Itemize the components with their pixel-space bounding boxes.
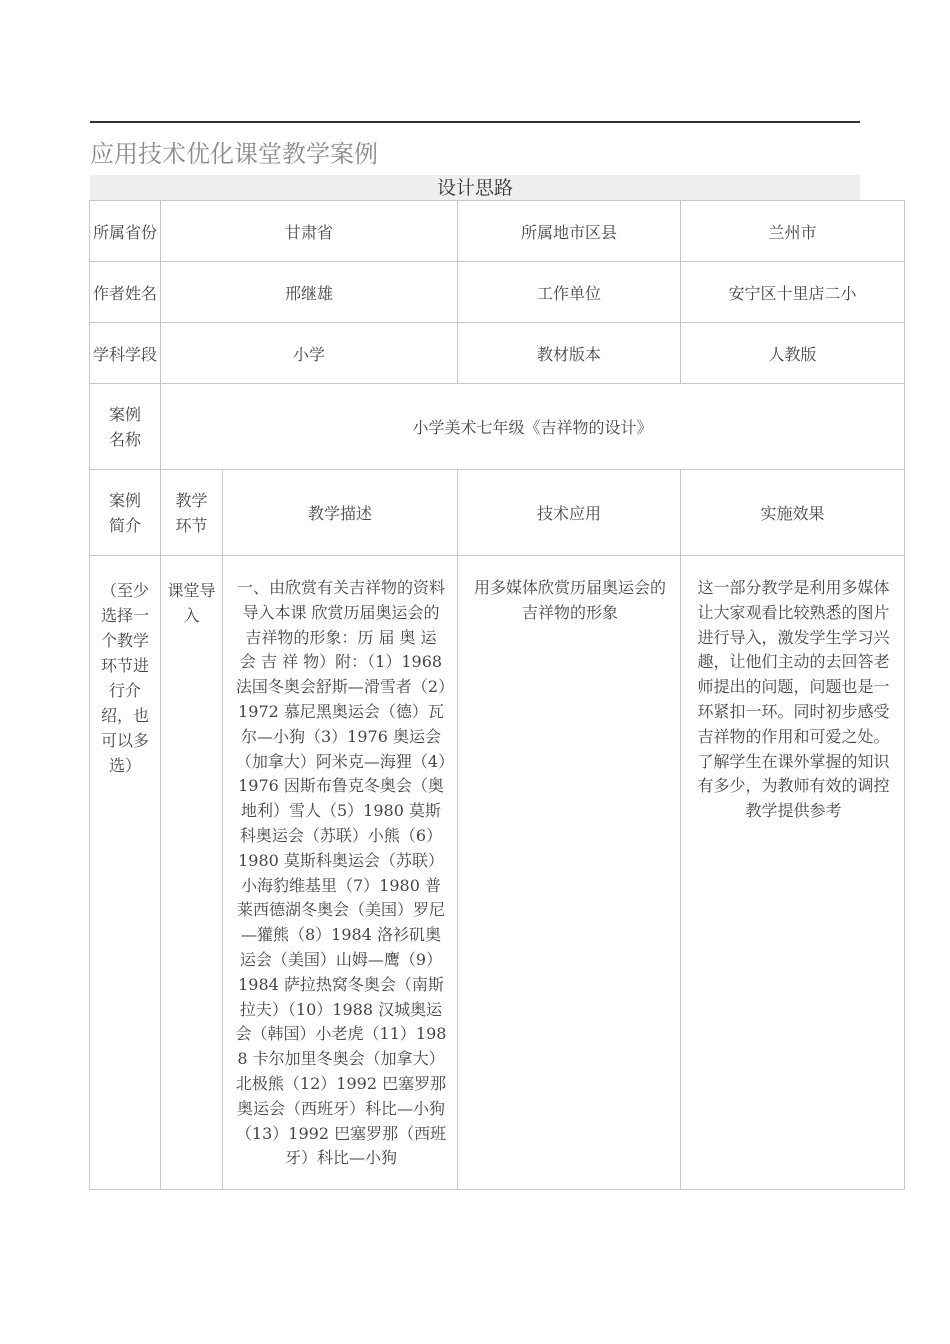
label-subject: 学科学段: [90, 323, 161, 384]
info-row-province: [90, 201, 905, 262]
col-header-phase-line1: 教学: [175, 490, 208, 510]
col-header-effect: 实施效果: [681, 470, 905, 556]
label-case-name-line2: 名称: [108, 429, 141, 449]
col-header-tech: 技术应用: [458, 470, 681, 556]
label-case-name: [90, 384, 161, 470]
case-table: [89, 200, 905, 1190]
section-header: 设计思路: [90, 175, 860, 200]
label-case-intro-line1: 案例: [108, 490, 141, 510]
value-case-name: 小学美术七年级《吉祥物的设计》: [161, 384, 905, 470]
case-intro-note: （至少选择一个教学环节进行介绍，也可以多选）: [90, 556, 161, 1190]
col-header-phase-line2: 环节: [175, 515, 208, 535]
phase-tech: 用多媒体欣赏历届奥运会的吉祥物的形象: [458, 556, 681, 1190]
top-rule: [90, 121, 860, 123]
label-province: 所属省份: [90, 201, 161, 262]
case-name-row: [90, 384, 905, 470]
col-header-description: 教学描述: [223, 470, 458, 556]
value-subject: 小学: [161, 323, 458, 384]
col-header-phase: [161, 470, 223, 556]
label-author: 作者姓名: [90, 262, 161, 323]
value-textbook: 人教版: [681, 323, 905, 384]
label-workplace: 工作单位: [458, 262, 681, 323]
value-workplace: 安宁区十里店二小: [681, 262, 905, 323]
value-province: 甘肃省: [161, 201, 458, 262]
label-textbook: 教材版本: [458, 323, 681, 384]
info-row-subject: [90, 323, 905, 384]
phase-description: 一、由欣赏有关吉祥物的资料导入本课 欣赏历届奥运会的吉祥物的形象：历 届 奥 运 会 吉 祥 物）附：（1）1968 法国冬奥会舒斯—滑雪者（2）1972 慕尼黑奥运会（德）瓦尔—小狗（3）1976 奥运会（加拿大）阿米克—海狸（4）1976 因斯布鲁克冬奥会（奥地利）雪人（5）1980 莫斯科奥运会（苏联）小熊（6）1980 莫斯科奥运会（苏联）小海豹维基里（7）1980 普莱西德湖冬奥会（美国）罗尼—獾熊（8）1984 洛衫矶奥运会（美国）山姆—鹰（9）1984 萨拉热窝冬奥会（南斯拉夫）（10）1988 汉城奥运会（韩国）小老虎（11）1988 卡尔加里冬奥会（加拿大）北极熊（12）1992 巴塞罗那奥运会（西班牙）科比—小狗（13）1992 巴塞罗那（西班牙）科比—小狗: [223, 556, 458, 1190]
label-case-intro-line2: 简介: [108, 515, 141, 535]
page-title: 应用技术优化课堂教学案例: [90, 140, 378, 168]
phase-name: 课堂导入: [161, 556, 223, 1190]
phase-row: [90, 556, 905, 1190]
value-district: 兰州市: [681, 201, 905, 262]
case-intro-header-row: [90, 470, 905, 556]
phase-effect: 这一部分教学是利用多媒体让大家观看比较熟悉的图片进行导入，激发学生学习兴趣，让他们主动的去回答老师提出的问题，问题也是一环紧扣一环。同时初步感受吉祥物的作用和可爱之处。了解学生在课外掌握的知识有多少，为教师有效的调控教学提供参考: [681, 556, 905, 1190]
info-row-author: [90, 262, 905, 323]
label-case-intro: [90, 470, 161, 556]
value-author: 邢继雄: [161, 262, 458, 323]
label-district: 所属地市区县: [458, 201, 681, 262]
label-case-name-line1: 案例: [108, 404, 141, 424]
